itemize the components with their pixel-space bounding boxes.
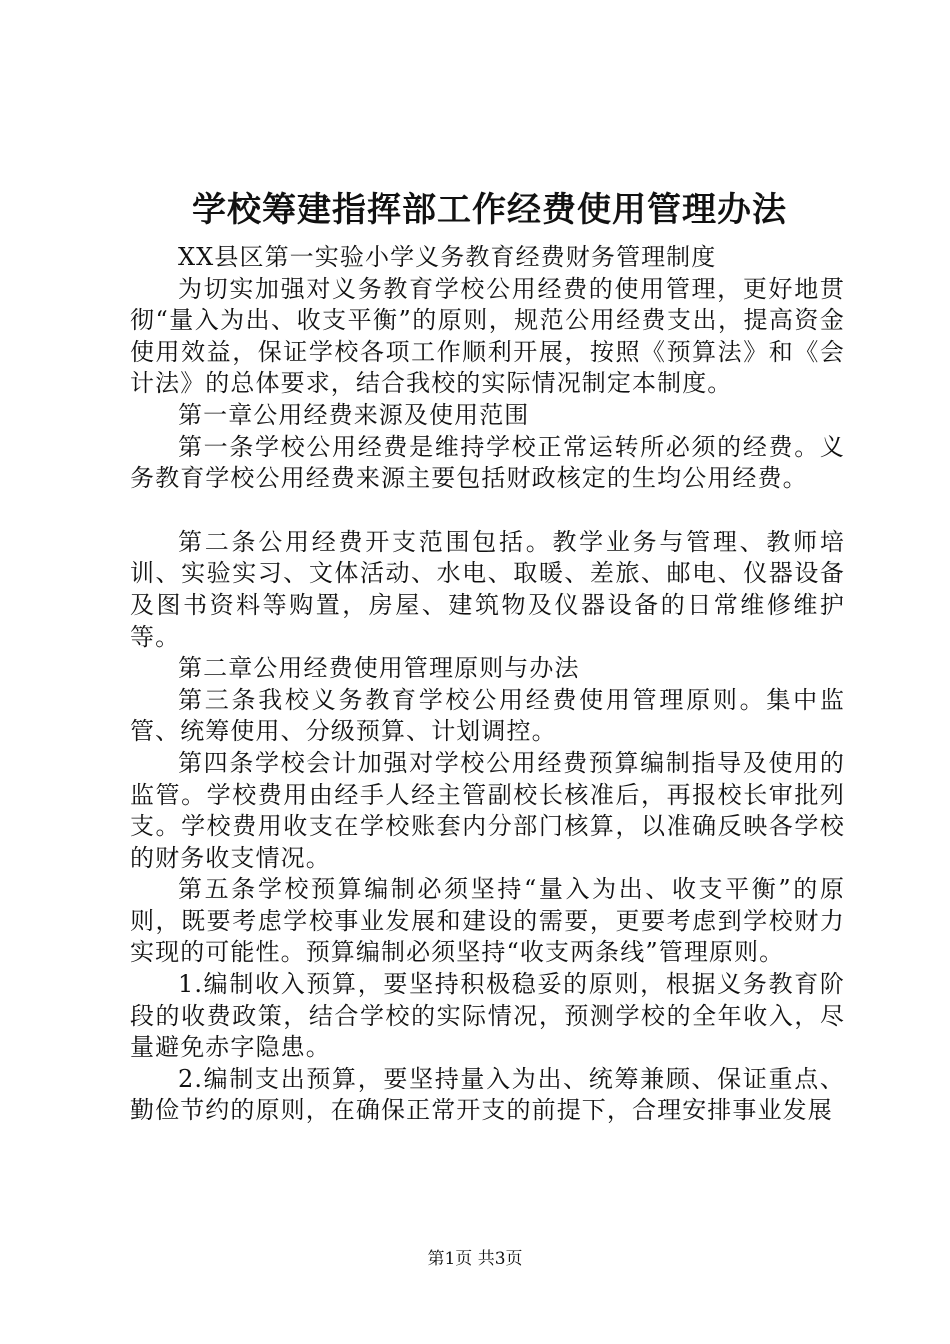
paragraph-intro: 为切实加强对义务教育学校公用经费的使用管理，更好地贯彻“量入为出、收支平衡”的原则，规范公用经费支出，提高资金使用效益，保证学校各项工作顺利开展，按照《预算法》和《会计法》的总体要求，结合我校的实际情况制定本制度。	[130, 274, 845, 398]
page-number-footer: 第1页 共3页	[427, 1249, 523, 1269]
chapter-heading-2: 第二章公用经费使用管理原则与办法	[178, 654, 580, 683]
article-1: 第一条学校公用经费是维持学校正常运转所必须的经费。义务教育学校公用经费来源主要包括财政核定的生均公用经费。	[130, 432, 845, 493]
chapter-heading-1: 第一章公用经费来源及使用范围	[178, 400, 530, 429]
paragraph-subtitle: XX县区第一实验小学义务教育经费财务管理制度	[178, 243, 717, 271]
document-title: 学校筹建指挥部工作经费使用管理办法	[192, 190, 787, 230]
blank-line	[130, 495, 845, 527]
document-page	[130, 182, 845, 1127]
article-4: 第四条学校会计加强对学校公用经费预算编制指导及使用的监管。学校费用由经手人经主管副校长核准后，再报校长审批列支。学校费用收支在学校账套内分部门核算，以准确反映各学校的财务收支情况。	[130, 748, 845, 872]
article-5: 第五条学校预算编制必须坚持“量入为出、收支平衡”的原则，既要考虑学校事业发展和建设的需要，更要考虑到学校财力实现的可能性。预算编制必须坚持“收支两条线”管理原则。	[130, 875, 845, 967]
list-item-1: 1.编制收入预算，要坚持积极稳妥的原则，根据义务教育阶段的收费政策，结合学校的实际情况，预测学校的全年收入，尽量避免赤字隐患。	[130, 970, 845, 1062]
article-2: 第二条公用经费开支范围包括。教学业务与管理、教师培训、实验实习、文体活动、水电、取暖、差旅、邮电、仪器设备及图书资料等购置，房屋、建筑物及仪器设备的日常维修维护等。	[130, 527, 845, 651]
article-3: 第三条我校义务教育学校公用经费使用管理原则。集中监管、统筹使用、分级预算、计划调控。	[130, 685, 845, 746]
list-item-2: 2.编制支出预算，要坚持量入为出、统筹兼顾、保证重点、勤俭节约的原则，在确保正常开支的前提下，合理安排事业发展	[130, 1064, 845, 1125]
